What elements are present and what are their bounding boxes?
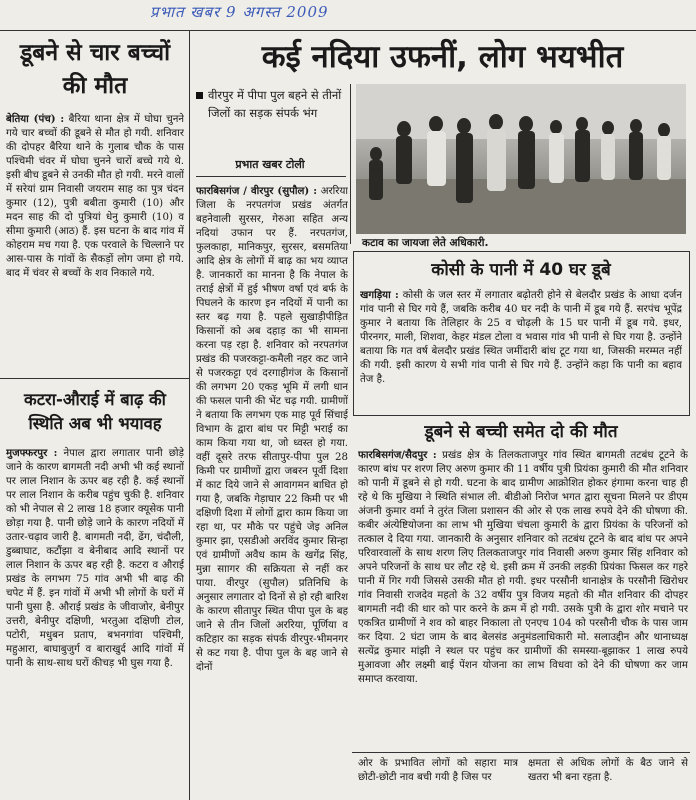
rule-under-byline (196, 176, 346, 177)
column-rule-left (189, 30, 190, 800)
story2-headline: कटरा-औराई में बाढ़ की स्थिति अब भी भयावह (24, 390, 166, 433)
main-text: अररिया जिला के नरपतगंज प्रखंड अंतर्गत बहनेवाली सुरसर, गेरुआ सहित अन्य नदियां उफान पर हैं. नरपतगंज, फुलकाहा, मानिकपुर, सुरसर, बसमतिया आदि क्षेत्र के लोगों में बाढ़ का भय व्याप्त है. जानकारों का मानना है कि नेपाल के तराई क्षेत्रों में हुई भीषण वर्षा एवं बर्फ के पिघलने के कारण इन नदियों में पानी का स्तर बढ़ गया है. पहले सुखाड़ीपीड़ित किसानों को अब दहाड़ का भी सामना करना पड़ रहा है. शनिवार को नरपतगंज प्रखंड की पजरकट्टा-कमैली नहर कट जाने से पजरकट्टा एवं दरगाहीगंज के किसानों की लगभग 20 एकड़ भूमि में लगी धान की फसल पानी की भेंट चढ़ गयी. ग्रामीणों ने बताया कि लगभग एक माह पूर्व सिंचाई विभाग के द्वारा बांध पर मिट्टी भराई का काम किया गया था, जो ध्वस्त हो गया. वहीं दूसरे तरफ सीतापुर-पीपा पुल 28 किमी पर ग्रामीणों द्वारा जबरन पूर्वी दिशा में काट दिये जाने से आवागमन बाधित हो गया है, जबकि गेड़ाघार 22 किमी पर भी दक्षिणी दिशा में लोगों द्वारा काम किया जा रहा था, पर मौके पर पहुंचे जेइ अनिल कुमार झा, एसडीओ अरविंद कुमार सिन्हा एवं ग्रामीणों अवैध काम के खगेंद्र सिंह, मुन्ना साागर की सक्रियता से नहीं कर पाया. वीरपुर (सुपौल) प्रतिनिधि के अनुसार लगातार दो दिनों से हो रही बारिश के कारण सीतापुर स्थित पीपा पुल के बह जाने से तीन जिलों अररिया, पूर्णिया व कटिहार का सड़क संपर्क वीरपुर-भीमनगर से कट गया है. पीपा पुल के बह जाने से दोनों (196, 186, 348, 673)
main-bullet (196, 86, 344, 122)
kosi-headline: कोसी के पानी में 40 घर डूबे (431, 260, 611, 280)
story1-body (6, 112, 184, 374)
drown-dateline: फारबिसगंज/सैदपुर : (358, 449, 437, 461)
story2-body (6, 446, 184, 796)
main-tail-left: ओर के प्रभावित लोगों को सहारा मात्र छोटी-छोटी नाव बची गयी है जिस पर (358, 758, 518, 783)
main-tail-right: क्षमता से अधिक लोगों के बैठ जाने से खतरा भी बना रहता है. (528, 758, 688, 783)
story1-text: बैरिया थाना क्षेत्र में घोघा चुनने गये चार बच्चों की डूबने से मौत हो गयी. शनिवार की दोपहर बैरिया थाने के गुलाब चौक के पास पश्चिमी चंवर में घोघा चुनने चारों बच्चे गये थे. इसी बीच डूबने से उनकी मौत हो गयी. मरने वालों में सरेयां ग्राम निवासी जयराम साह का पुत्र चंदन कुमार (12), पुत्री बबीता कुमारी (10) और मदन साह की दो पुत्रियां धेनु कुमारी (10) व सीमा कुमारी (आठ) हैं. इस घटना के बाद गांव में कोहराम मच गया है. एक परवाले के चिल्लाने पर आस-पास के गांवों के सैकड़ों लोग जमा हो गये. बाद में चंवर से बच्चों के शव निकाले गये. (6, 114, 184, 279)
rule-under-top-left (0, 30, 696, 31)
main-bullet-box (196, 86, 344, 122)
kosi-text: कोसी के जल स्तर में लगातार बढ़ोतरी होने से बेलदौर प्रखंड के आधा दर्जन गांव पानी से घिर गये हैं, जबकि करीब 40 घर नदी के पानी में डूब गये हैं. सरपंच भूपेंद्र कुमार ने बताया कि तेलिहार के 25 व चोढ़ली के 15 घर पानी में डूब गये. इधर, पीरनगर, माली, शिशवा, केहर मंडल टोला व भवास गांव भी पानी से घिर गया है. उन्होंने बताया कि गत वर्ष बेलदौर प्रखंड स्थित जमींदारी बांध टूट गया था, जिसकी मरम्मत नहीं की गयी. इसी कारण ये सभी गांव पानी से घिर गये हैं. उन्होंने कहा कि पानी का बहाव तेज है. (360, 290, 682, 385)
rule-story2-top (0, 378, 189, 379)
kosi-body (360, 288, 682, 412)
drown-headline: डूबने से बच्ची समेत दो की मौत (424, 422, 618, 442)
story1-dateline: बेतिया (पंच) : (6, 113, 65, 125)
photo-caption: कटाव का जायजा लेते अधिकारी. (362, 237, 489, 249)
drown-text: प्रखंड क्षेत्र के तिलकताजपुर गांव स्थित बागमती तटबंध टूटने के कारण बांध पर शरण लिए अरुण कुमार की 11 वर्षीय पुत्री प्रियंका कुमारी की मौत शनिवार को पानी में डूबने से हो गयी. घटना के बाद ग्रामीण आक्रोशित होकर हंगामा करना चाह ही रहे थे कि मुखिया ने स्थिति संभाल ली. बीडीओ निरोज भगत द्वारा सूचना मिलने पर डीएम अंजनी कुमार वर्मा ने तुरंत जिला प्रशासन की ओर से एक लाख रुपये देने की घोषणा की. कबीर अंत्येष्टियोजना का लाभ भी मुखिया चंचला कुमारी के द्वारा प्रियंका के परिजनों को तत्काल दे दिया गया. जानकारी के अनुसार शनिवार को तटबंध टूटने के बाद बांध पर अपने परिवारवालों के साथ शरण लिए तिलकताजपुर गांव निवासी अरुण कुमार सिंह शनिवार को अपने परिजनों के साथ घर लौट रहे थे. इसी क्रम में उनकी लड़की प्रियंका फिसल कर गहरे पानी में गिर गयी जिससे उसकी मौत हो गयी. इधर परसौनी थानाक्षेत्र के परसौनी खिरोधर गांव निवासी राजदेव महतो के 32 वर्षीय पुत्र विजय महतो की मौत शनिवार की दोपहर बागमती नदी की धार को पार करने के क्रम में हो गयी. उसके पुत्री के द्वारा शोर मचाने पर एकत्रित ग्रामीणों ने शव को बाहर निकाला तो एनएच 104 को परसौनी चौक के पास जाम कर दिया. 2 घंटा जाम के बाद बेलसंड अनुमंडलाधिकारी मो. सलाउद्दीन और थानाध्यक्ष सत्येंद्र कुमार मांझी ने स्थल पर पहुंच कर ग्रामीणों की समस्या-बूझाकर 1 लाख रुपये मुआवजा और लक्ष्मी बाई पेंशन योजना का लाभ विधवा को देने की घोषणा कर जाम समाप्त करवाया. (358, 450, 688, 685)
drown-body (358, 448, 688, 750)
story2-text: नेपाल द्वारा लगातार पानी छोड़े जाने के कारण बागमती नदी अभी भी कई स्थानों पर लाल निशान के ऊपर बह रही है. कई स्थानों पर लाल निशान के करीब पहुंच चुकी है. शनिवार को भी नेपाल से 2 लाख 18 हजार क्यूसेक पानी छोड़ा गया है. पानी छोड़े जाने के कारण नदियों में उतार-चढ़ाव जारी है. बागमती नदी, ढेंग, चंदौली, डुब्बाघाट, कटौंझा व बेनीबाद आदि स्थानों पर लाल निशान के ऊपर बह रही है. कटरा व औराई प्रखंड के लगभग 75 गांव अभी भी बाढ़ की चपेट में हैं. इन गांवों में अभी भी लोगों के घरों में पानी घुसा है. औराई प्रखंड के जीवाजोर, बेनीपुर उत्तरी, बेनीपुर दक्षिणी, भरतुआ दक्षिणी टोल, पटोरी, मधुबन प्रताप, बभनगांवा पश्चिमी, महुआरा, बाघाबुजुर्ग व बाराखुर्द आदि गांवों में पानी के साथ-साथ घरों कीचड़ भी घुस गया है. (6, 448, 184, 669)
main-dateline: फारबिसगंज / वीरपुर (सुपौल) : (196, 185, 317, 197)
main-body (196, 184, 348, 786)
story2-dateline: मुजफ्फरपुर : (6, 447, 58, 459)
column-rule-middle (350, 84, 351, 244)
people-at-riverbank-photo (356, 84, 686, 234)
main-bullet-text: वीरपुर में पीपा पुल बहने से तीनों जिलों का सड़क संपर्क भंग (208, 88, 342, 120)
main-headline: कई नदिया उफनीं, लोग भयभीत (261, 39, 624, 75)
rule-above-tail (352, 752, 690, 753)
bullet-square-icon (196, 92, 203, 99)
story1-headline: डूबने से चार बच्चों की मौत (19, 39, 171, 99)
kosi-dateline: खगड़िया : (360, 289, 399, 301)
handwritten-date-note: प्रभात खबर 9 अगस्त 2009 (150, 3, 329, 21)
main-byline: प्रभात खबर टोली (235, 158, 305, 171)
news-photo (356, 84, 686, 234)
